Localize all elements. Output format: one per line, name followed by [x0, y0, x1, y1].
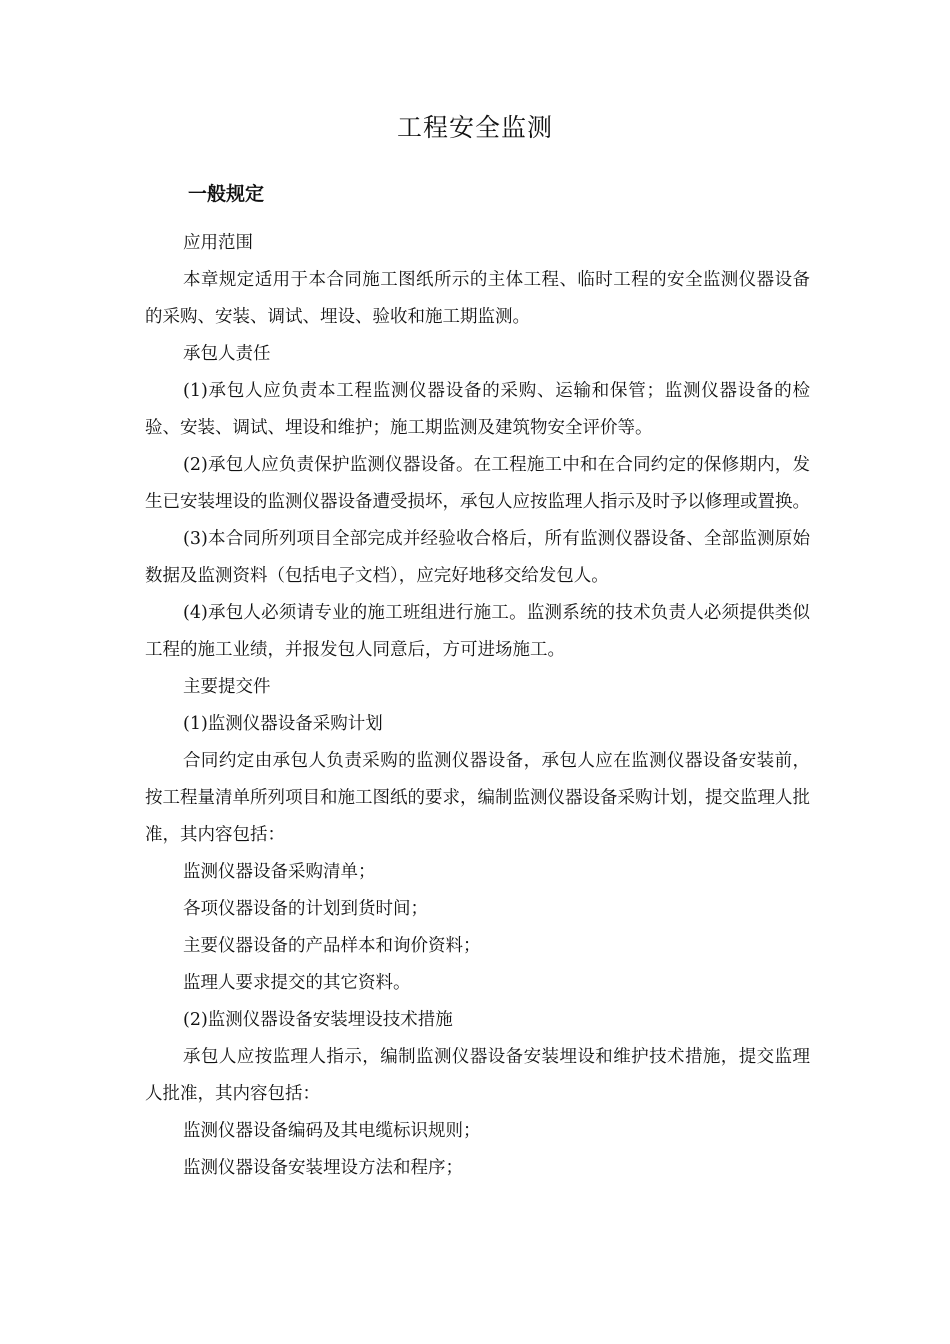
- subheading-scope: 应用范围: [183, 233, 253, 253]
- paragraph: 合同约定由承包人负责采购的监测仪器设备，承包人应在监测仪器设备安装前，按工程量清单所列项目和施工图纸的要求，编制监测仪器设备采购计划，提交监理人批准，其内容包括：: [145, 751, 810, 845]
- list-item: 监测仪器设备采购清单；: [183, 862, 376, 882]
- page-title: 工程安全监测: [396, 113, 553, 142]
- list-item: 监测仪器设备安装埋设方法和程序；: [183, 1158, 463, 1178]
- paragraph: (2)承包人应负责保护监测仪器设备。在工程施工中和在合同约定的保修期内，发生已安装埋设的监测仪器设备遭受损坏，承包人应按监理人指示及时予以修理或置换。: [145, 455, 810, 512]
- subheading-submittals: 主要提交件: [183, 677, 271, 697]
- list-item: 监理人要求提交的其它资料。: [183, 973, 411, 993]
- list-item: 主要仪器设备的产品样本和询价资料；: [183, 936, 481, 956]
- list-item: 各项仪器设备的计划到货时间；: [183, 899, 428, 919]
- list-item: (1)监测仪器设备采购计划: [183, 714, 383, 734]
- paragraph: 本章规定适用于本合同施工图纸所示的主体工程、临时工程的安全监测仪器设备的采购、安装、调试、埋设、验收和施工期监测。: [145, 270, 810, 327]
- paragraph: (4)承包人必须请专业的施工班组进行施工。监测系统的技术负责人必须提供类似工程的施工业绩，并报发包人同意后，方可进场施工。: [145, 603, 810, 660]
- paragraph: (3)本合同所列项目全部完成并经验收合格后，所有监测仪器设备、全部监测原始数据及监测资料（包括电子文档），应完好地移交给发包人。: [145, 529, 810, 586]
- section-heading: 一般规定: [188, 183, 265, 205]
- paragraph: 承包人应按监理人指示，编制监测仪器设备安装埋设和维护技术措施，提交监理人批准，其内容包括：: [145, 1047, 810, 1104]
- subheading-responsibility: 承包人责任: [183, 344, 271, 364]
- list-item: (2)监测仪器设备安装埋设技术措施: [183, 1010, 453, 1030]
- list-item: 监测仪器设备编码及其电缆标识规则；: [183, 1121, 481, 1141]
- document-body: [145, 225, 810, 1187]
- paragraph: (1)承包人应负责本工程监测仪器设备的采购、运输和保管；监测仪器设备的检验、安装、调试、埋设和维护；施工期监测及建筑物安全评价等。: [145, 381, 810, 438]
